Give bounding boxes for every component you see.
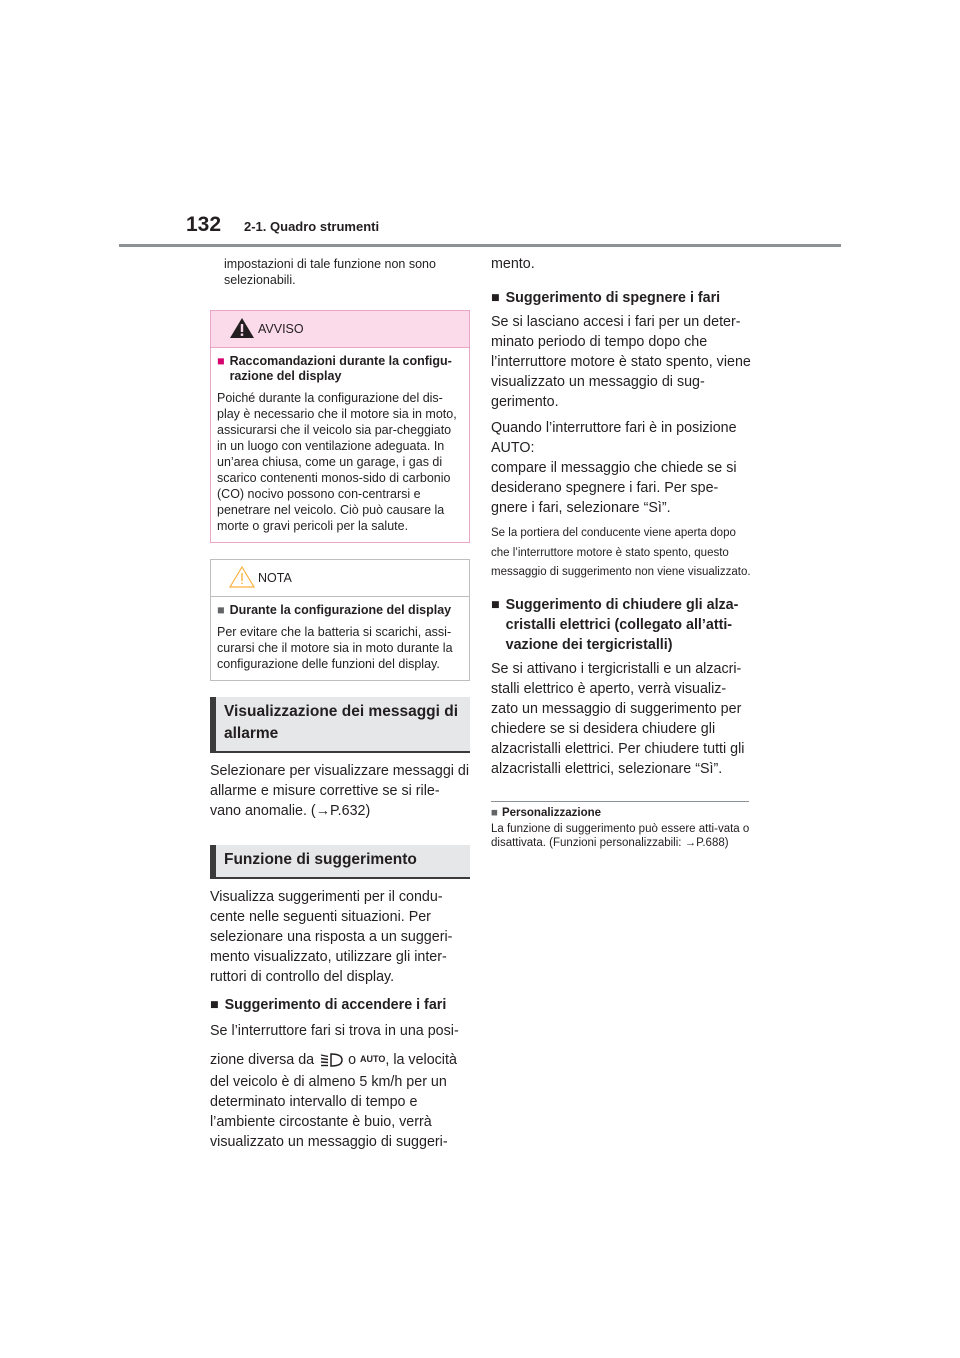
lights-off-text-3: compare il messaggio che chiede se si desiderano spegnere i fari. Per spe-gnere i fari, selezionare “Sì”. (491, 460, 737, 516)
header-rule (119, 244, 841, 247)
lights-off-text-2: Quando l’interruttore fari è in posizione AUTO: (491, 420, 737, 456)
warning-header (211, 311, 469, 348)
note-text: Per evitare che la batteria si scarichi, assi-curarsi che il motore sia in moto durante la configurazione delle funzioni del display. (217, 625, 453, 671)
warning-box (210, 310, 470, 543)
continued-text: mento. (491, 256, 535, 272)
headlight-icon (318, 1052, 344, 1068)
warning-icon (229, 316, 255, 340)
note-box (210, 559, 470, 681)
lights-on-text-1: Se l’interruttore fari si trova in una posi- (210, 1023, 459, 1039)
personalization-text: La funzione di suggerimento può essere atti-vata o disattivata. (Funzioni personalizzabili: →P.688) (491, 822, 750, 849)
section-title-suggestions: Funzione di suggerimento (210, 845, 470, 879)
left-column (210, 256, 470, 1152)
lights-on-text-3: del veicolo è di almeno 5 km/h per un determinato intervallo di tempo e l’ambiente circostante è buio, verrà visualizzato un messaggio di suggeri- (210, 1074, 448, 1150)
sub-heading-windows: ■ Suggerimento di chiudere gli alza-cristalli elettrici (collegato all’atti-vazione dei tergicristalli) (491, 596, 739, 653)
intro-text: impostazioni di tale funzione non sono selezionabili. (224, 257, 436, 287)
section-text-warnings: Selezionare per visualizzare messaggi di allarme e misure correttive se si rile-vano anomalie. (→P.632) (210, 763, 470, 819)
personalization-heading: ■ Personalizzazione (491, 806, 602, 819)
warning-title: AVVISO (258, 322, 304, 336)
caution-icon (229, 565, 255, 589)
sub-heading-lights-on: ■ Suggerimento di accendere i fari (210, 997, 447, 1013)
windows-text: Se si attivano i tergicristalli e un alzacri-stalli elettrico è aperto, verrà visualiz-zato un messaggio di suggerimento per chiedere se si desidera chiudere gli alzacristalli elettrici. Per chiudere tutti gli alzacristalli elettrici, selezionare “Sì”. (491, 660, 745, 777)
lights-on-text-2: zione diversa da o AUTO, la velocità (210, 1052, 457, 1068)
personalization-rule (491, 801, 749, 802)
lights-off-text-1: Se si lasciano accesi i fari per un deter-minato periodo di tempo dopo che l’interruttore motore è stato spento, viene visualizzato un messaggio di sug-gerimento. (491, 314, 751, 410)
chapter-title: 2-1. Quadro strumenti (244, 219, 380, 234)
note-header (211, 560, 469, 597)
auto-icon: AUTO (360, 1054, 386, 1064)
section-title-warnings: Visualizzazione dei messaggi di allarme (210, 697, 470, 753)
section-text-suggestions: Visualizza suggerimenti per il condu-cente nelle seguenti situazioni. Per selezionare una risposta a un suggeri-mento visualizzato, utilizzare gli inter-ruttori di controllo del display. (210, 889, 453, 985)
note-title: NOTA (258, 571, 292, 585)
warning-text: Poiché durante la configurazione del dis-play è necessario che il motore sia in moto, assicurarsi che il veicolo sia par-cheggiato in un luogo con ventilazione adeguata. In un’area chiusa, come un garage, i gas di scarico contenenti monos-sido di carbonio (CO) nocivo possono con-centrarsi e penetrare nel veicolo. Ciò può causare la morte o gravi pericoli per la salute. (217, 391, 457, 533)
sub-heading-lights-off: ■ Suggerimento di spegnere i fari (491, 290, 721, 306)
page-number: 132 (186, 213, 222, 236)
note-heading: ■ Durante la configurazione del display (217, 603, 452, 617)
warning-heading: ■ Raccomandazioni durante la configu-razione del display (217, 354, 452, 383)
right-column (491, 254, 751, 850)
lights-off-note: Se la portiera del conducente viene aperta dopo che l’interruttore motore è stato spento, questo messaggio di suggerimento non viene visualizzato. (491, 527, 751, 578)
